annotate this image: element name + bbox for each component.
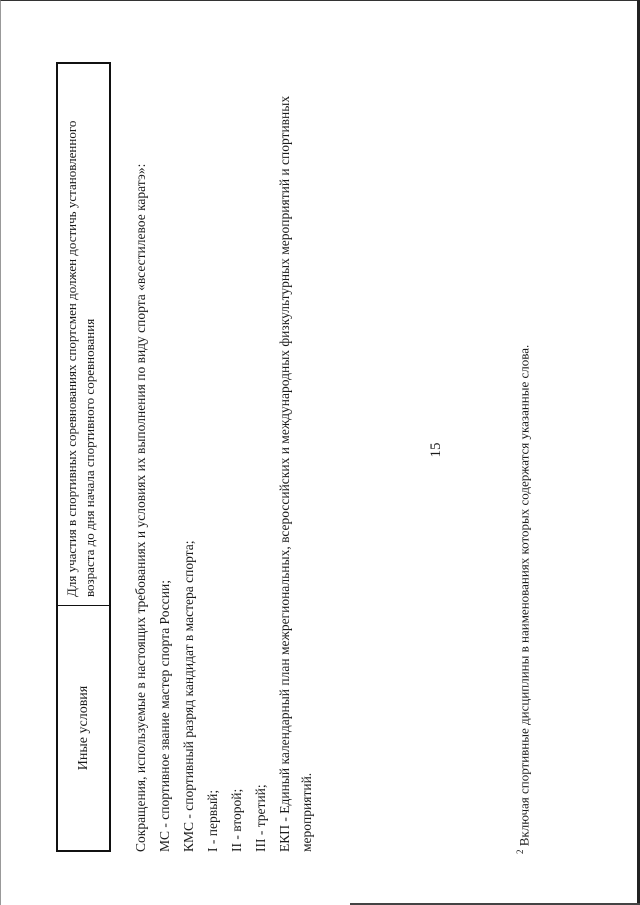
conditions-table	[56, 62, 111, 852]
abbreviation-item: ЕКП - Единый календарный план межрегиональных, всероссийских и международных физкультурных мероприятий и спортивных мероприятий.	[277, 95, 314, 852]
conditions-value: Для участия в спортивных соревнованиях спортсмен должен достичь установленного возраста до дня начала спортивного соревнования	[64, 120, 97, 597]
conditions-label: Иные условия	[75, 685, 91, 771]
document-page	[0, 20, 600, 880]
page-number: 15	[428, 442, 444, 458]
abbreviation-item: КМС - спортивный разряд кандидат в мастера спорта;	[181, 540, 196, 852]
conditions-value-cell	[58, 64, 109, 605]
conditions-label-cell	[58, 605, 109, 850]
abbreviation-item: I - первый;	[205, 789, 220, 852]
footnote-marker: 2	[515, 849, 525, 854]
abbreviation-item: МС - спортивное звание мастер спорта России;	[157, 580, 172, 852]
footnote	[515, 54, 532, 854]
footnote-text: Включая спортивные дисциплины в наименованиях которых содержатся указанные слова.	[516, 344, 532, 847]
abbreviations-intro: Сокращения, используемые в настоящих требованиях и условиях их выполнения по виду спорта «всестилевое каратэ»:	[133, 163, 148, 852]
abbreviation-item: III - третий;	[253, 784, 268, 852]
abbreviation-item: II - второй;	[229, 788, 244, 852]
abbreviations-block	[130, 62, 320, 852]
